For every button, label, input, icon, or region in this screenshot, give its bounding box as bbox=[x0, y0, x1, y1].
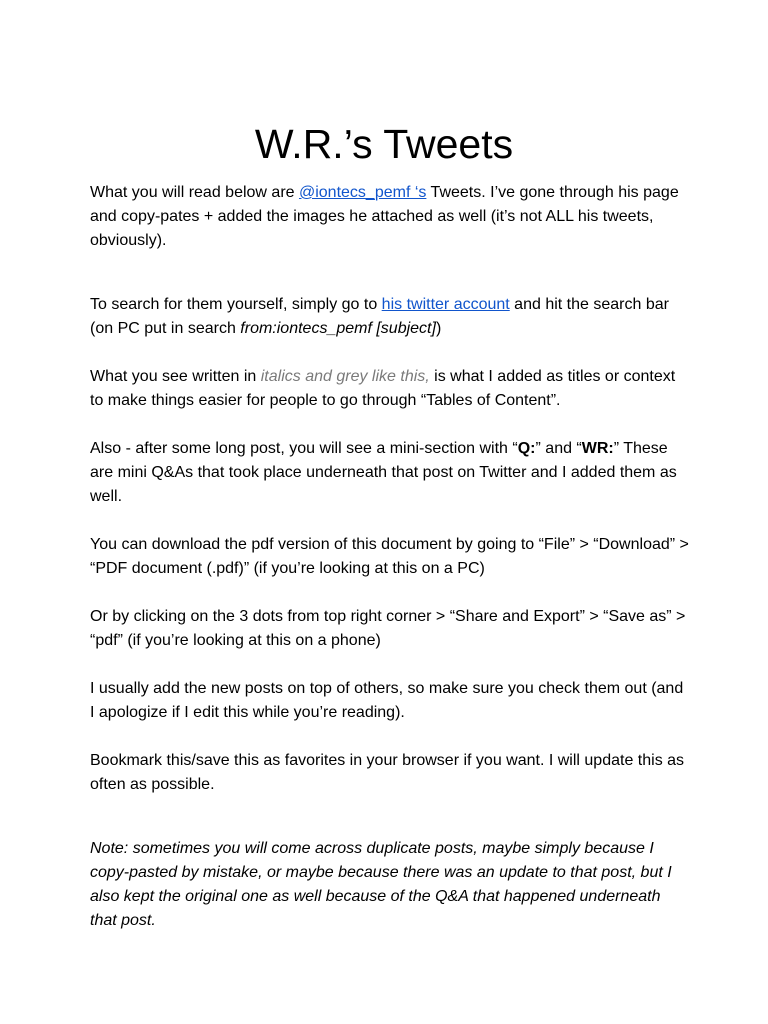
new-posts-paragraph: I usually add the new posts on top of others, so make sure you check them out (and I apologize if I edit this while you’re reading). bbox=[90, 680, 684, 721]
qa-text-1: Also - after some long post, you will see a mini-section with “ bbox=[90, 440, 518, 457]
paragraph-spacer bbox=[90, 581, 690, 605]
pdf-download-phone-paragraph: Or by clicking on the 3 dots from top right corner > “Share and Export” > “Save as” > “pdf” (if you’re looking at this on a phone) bbox=[90, 608, 686, 649]
paragraph-spacer bbox=[90, 653, 690, 677]
q-label: Q: bbox=[517, 440, 536, 457]
document-title: W.R.’s Tweets bbox=[254, 121, 514, 167]
search-text-end: ) bbox=[435, 320, 442, 337]
pdf-download-pc-paragraph: You can download the pdf version of this document by going to “File” > “Download” > “PDF document (.pdf)” (if you’re looking at this on a PC) bbox=[90, 536, 689, 577]
qa-text-3: ” These are mini Q&As that took place underneath that post on Twitter and I added them as well. bbox=[90, 440, 677, 505]
paragraph-spacer bbox=[90, 725, 690, 749]
qa-text-2: ” and “ bbox=[535, 440, 582, 457]
intro-text-start: What you will read below are bbox=[90, 184, 299, 201]
intro-text-end: Tweets. I’ve gone through his page and copy-pates + added the images he attached as well (it’s not ALL his tweets, obviously). bbox=[90, 184, 679, 249]
italics-text-start: What you see written in bbox=[90, 368, 261, 385]
twitter-handle-link[interactable]: @iontecs_pemf ‘s bbox=[298, 184, 427, 201]
search-text-start: To search for them yourself, simply go to bbox=[90, 296, 382, 313]
search-instructions-paragraph bbox=[90, 293, 690, 341]
search-query-text: from:iontecs_pemf [subject] bbox=[240, 320, 436, 337]
twitter-account-link[interactable]: his twitter account bbox=[381, 296, 510, 313]
paragraph-spacer bbox=[90, 341, 690, 365]
wr-label: WR: bbox=[581, 440, 614, 457]
paragraph-spacer bbox=[90, 509, 690, 533]
italics-text-end: is what I added as titles or context to make things easier for people to go through “Tables of Content”. bbox=[90, 368, 676, 409]
grey-italic-sample: italics and grey like this, bbox=[260, 368, 430, 385]
bookmark-paragraph: Bookmark this/save this as favorites in your browser if you want. I will update this as often as possible. bbox=[90, 752, 685, 793]
document-body bbox=[90, 181, 690, 933]
paragraph-spacer bbox=[90, 797, 690, 837]
intro-paragraph bbox=[90, 181, 690, 253]
duplicate-posts-note: Note: sometimes you will come across duplicate posts, maybe simply because I copy-pasted by mistake, or maybe because there was an update to that post, but I also kept the original one as well because of the Q&A that happened underneath that post. bbox=[90, 840, 672, 929]
qa-explanation-paragraph bbox=[90, 437, 690, 509]
italics-explanation-paragraph bbox=[90, 365, 690, 413]
search-text-middle: and hit the search bar (on PC put in search bbox=[90, 296, 669, 337]
paragraph-spacer bbox=[90, 253, 690, 293]
paragraph-spacer bbox=[90, 413, 690, 437]
